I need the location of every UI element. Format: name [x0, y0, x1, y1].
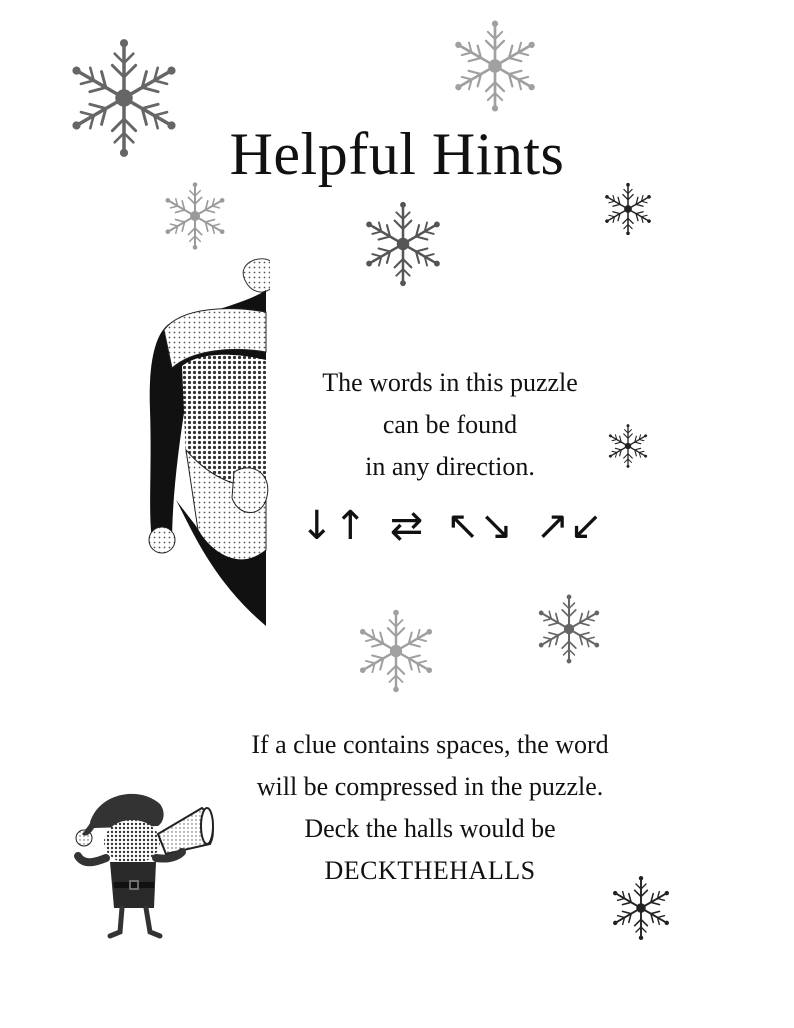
- snowflake-icon: [440, 12, 550, 120]
- direction-arrows: [300, 498, 613, 554]
- snowflake-icon: [352, 194, 454, 294]
- elf-illustration: [70, 782, 230, 942]
- direction-hint-line: can be found: [382, 410, 518, 439]
- left-right-arrows-icon: ⇄: [389, 503, 424, 549]
- spaces-hint-line: will be compressed in the puzzle.: [256, 772, 604, 801]
- up-down-arrows-icon: ↓↑: [300, 503, 368, 549]
- direction-hint-line: in any direction.: [365, 452, 535, 481]
- spaces-hint-line: If a clue contains spaces, the word: [251, 730, 609, 759]
- page-title: Helpful Hints: [229, 121, 565, 187]
- spaces-hint-line: Deck the halls would be: [304, 814, 556, 843]
- direction-hint: [250, 362, 650, 488]
- direction-hint-line: The words in this puzzle: [322, 368, 578, 397]
- snowflake-icon: [528, 588, 610, 670]
- diagonal-ne-sw-arrows-icon: ↗↙: [535, 503, 603, 549]
- diagonal-nw-se-arrows-icon: ↖↘: [445, 503, 514, 549]
- snowflake-icon: [346, 602, 446, 700]
- spaces-hint: [150, 724, 710, 892]
- example-word: DECKTHEHALLS: [324, 856, 536, 885]
